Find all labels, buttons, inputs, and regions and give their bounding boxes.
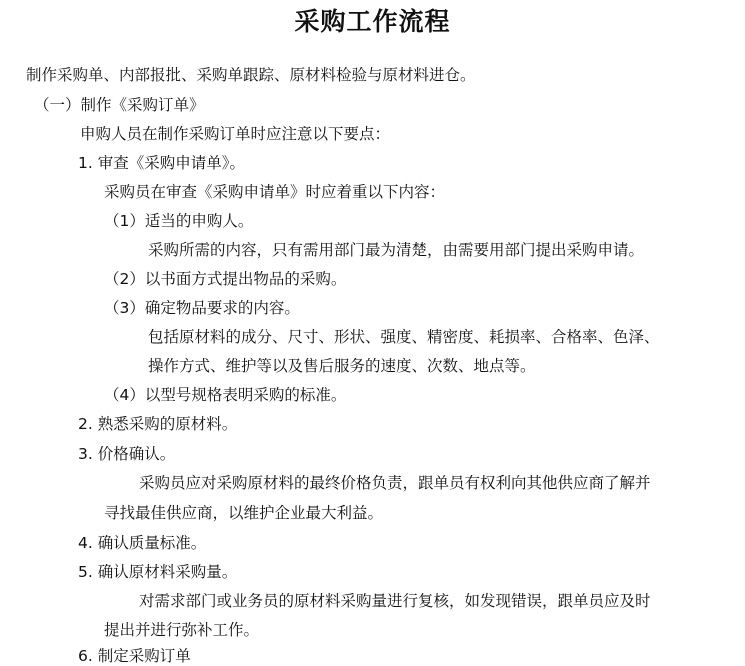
list-item-3: 3. 价格确认。: [78, 445, 176, 463]
list-item-4: 4. 确认质量标准。: [78, 534, 207, 552]
list-item-3-desc-line-2: 寻找最佳供应商，以维护企业最大利益。: [104, 504, 384, 522]
sub-item-1-desc: 采购所需的内容，只有需用部门最为清楚，由需要用部门提出采购申请。: [148, 241, 645, 259]
list-item-5-desc-line-2: 提出并进行弥补工作。: [104, 621, 260, 639]
list-item-6-partial: 6. 制定采购订单: [78, 647, 191, 665]
sub-item-3-desc-line-1: 包括原材料的成分、尺寸、形状、强度、精密度、耗损率、合格率、色泽、: [148, 328, 660, 346]
list-item-1: 1. 审查《采购申请单》。: [78, 154, 245, 172]
sub-item-1: （1）适当的申购人。: [104, 212, 254, 230]
intro-text: 制作采购单、内部报批、采购单跟踪、原材料检验与原材料进仓。: [26, 66, 476, 84]
sub-item-3-desc-line-2: 操作方式、维护等以及售后服务的速度、次数、地点等。: [148, 357, 536, 375]
list-item-5-desc-line-1: 对需求部门或业务员的原材料采购量进行复核，如发现错误，跟单员应及时: [139, 592, 651, 610]
section-lead-text: 申购人员在制作采购订单时应注意以下要点：: [80, 125, 391, 143]
sub-item-4: （4）以型号规格表明采购的标准。: [104, 386, 347, 404]
sub-item-3: （3）确定物品要求的内容。: [104, 299, 300, 317]
page-title: 采购工作流程: [294, 7, 451, 36]
sub-item-2: （2）以书面方式提出物品的采购。: [104, 270, 347, 288]
list-item-3-desc-line-1: 采购员应对采购原材料的最终价格负责，跟单员有权利向其他供应商了解并: [139, 474, 651, 492]
section-heading: （一）制作《采购订单》: [34, 96, 205, 114]
list-item-5: 5. 确认原材料采购量。: [78, 563, 238, 581]
list-item-2: 2. 熟悉采购的原材料。: [78, 415, 238, 433]
list-item-1-desc: 采购员在审查《采购申请单》时应着重以下内容：: [104, 183, 446, 201]
